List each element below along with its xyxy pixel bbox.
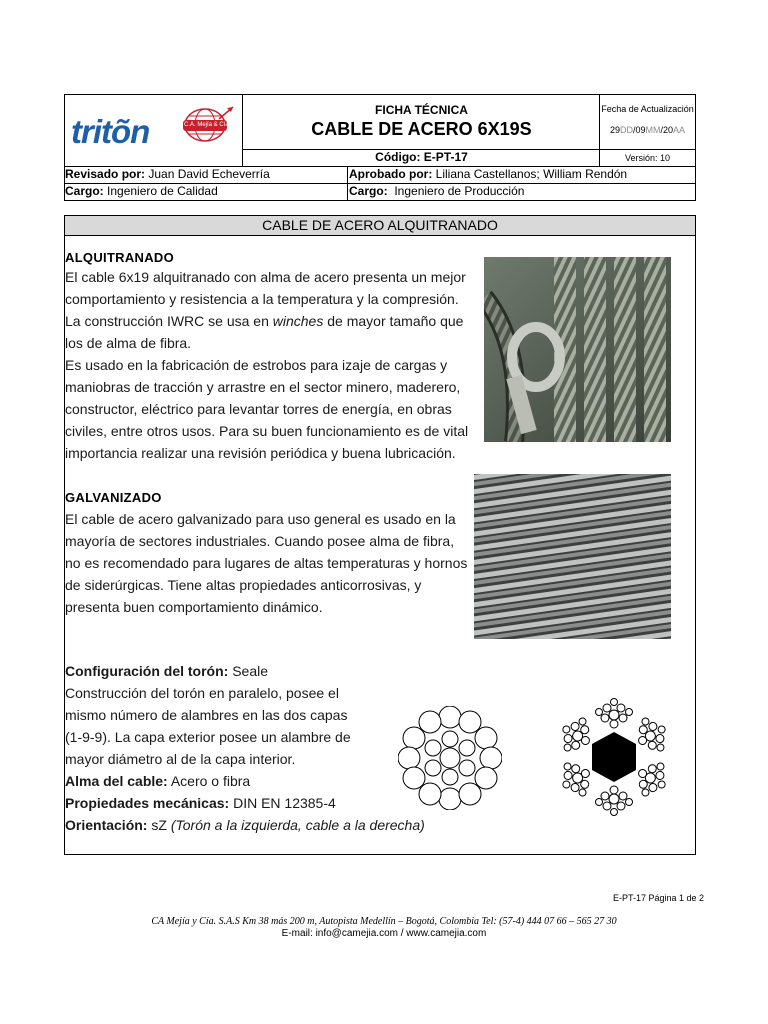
- company-logo: [65, 95, 243, 149]
- alq-line-6: maniobras de tracción y arrastre en el sector minero, maderero,: [65, 379, 461, 395]
- alq-line-7: constructor, eléctrico para levantar torres de energía, en obras: [65, 401, 452, 417]
- galv-line-5: presenta buen comportamiento dinámico.: [65, 599, 323, 615]
- galv-line-1: El cable de acero galvanizado para uso general es usado en la: [65, 511, 456, 527]
- logo-wordmark: tritõn: [71, 113, 150, 150]
- page-number: E-PT-17 Página 1 de 2: [612, 893, 704, 903]
- cable-cross-section-diagram: [555, 698, 673, 816]
- alq-line-4: los de alma de fibra.: [65, 335, 192, 351]
- propiedades-line: Propiedades mecánicas: DIN EN 12385-4: [65, 795, 336, 811]
- config-desc-4: mayor diámetro al de la capa interior.: [65, 751, 296, 767]
- doc-type: FICHA TÉCNICA: [375, 103, 468, 117]
- content-box: [64, 215, 696, 855]
- date-label: Fecha de Actualización: [601, 104, 694, 114]
- config-desc-3: (1-9-9). La capa exterior posee un alambre de: [65, 729, 351, 745]
- alma-line: Alma del cable: Acero o fibra: [65, 773, 251, 789]
- reviewed-by: Revisado por: Juan David Echeverría: [65, 167, 270, 181]
- page-title: CABLE DE ACERO 6X19S: [311, 119, 532, 139]
- orientacion-line: Orientación: sZ (Torón a la izquierda, cable a la derecha): [65, 817, 425, 833]
- galvanizado-heading: GALVANIZADO: [65, 490, 162, 505]
- config-desc-2: mismo número de alambres en las dos capas: [65, 707, 348, 723]
- footer-address: CA Mejía y Cía. S.A.S Km 38 más 200 m, Autopista Medellín – Bogotá, Colombia Tel: (57-4) 444 07 66 – 565 27 30: [151, 916, 617, 927]
- doc-version: Versión: 10: [624, 153, 671, 163]
- tarred-cable-photo: [484, 257, 671, 442]
- footer-email: E-mail: info@camejia.com / www.camejia.com: [281, 928, 487, 939]
- galv-line-4: de siderúrgicas. Tiene altas propiedades anticorrosivas, y: [65, 577, 422, 593]
- galvanized-cable-photo: [474, 474, 671, 639]
- logo-badge: C.A. Mejía & Cía.: [184, 122, 231, 128]
- approved-by: Aprobado por: Liliana Castellanos; William Rendón: [349, 167, 628, 181]
- config-desc-1: Construcción del torón en paralelo, posee el: [65, 685, 339, 701]
- strand-seale-diagram: [398, 706, 502, 810]
- doc-code: Código: E-PT-17: [375, 150, 468, 164]
- alq-line-1: El cable 6x19 alquitranado con alma de acero presenta un mejor: [65, 269, 466, 285]
- cargo-left: Cargo: Ingeniero de Calidad: [65, 184, 218, 198]
- cargo-right: Cargo: Ingeniero de Producción: [349, 184, 525, 198]
- alq-line-3: La construcción IWRC se usa en winches de mayor tamaño que: [65, 313, 464, 329]
- date-value: 29DD/09MM/20AA: [609, 125, 686, 135]
- alq-line-8: civiles, entre otros usos. Para su buen funcionamiento es de vital: [65, 423, 469, 439]
- section-title: CABLE DE ACERO ALQUITRANADO: [65, 216, 695, 236]
- galv-line-2: mayoría de sectores industriales. Cuando posee alma de fibra,: [65, 533, 455, 549]
- alq-line-2: comportamiento y resistencia a la temperatura y la compresión.: [65, 291, 459, 307]
- alquitranado-heading: ALQUITRANADO: [65, 250, 175, 265]
- alq-line-9: importancia realizar una revisión periódica y buena lubricación.: [65, 445, 456, 461]
- galv-line-3: no es recomendado para lugares de altas temperaturas y hornos: [65, 555, 468, 571]
- config-line: Configuración del torón: Seale: [65, 663, 269, 679]
- alq-line-5: Es usado en la fabricación de estrobos para izaje de cargas y: [65, 357, 448, 373]
- header-table: [64, 94, 696, 201]
